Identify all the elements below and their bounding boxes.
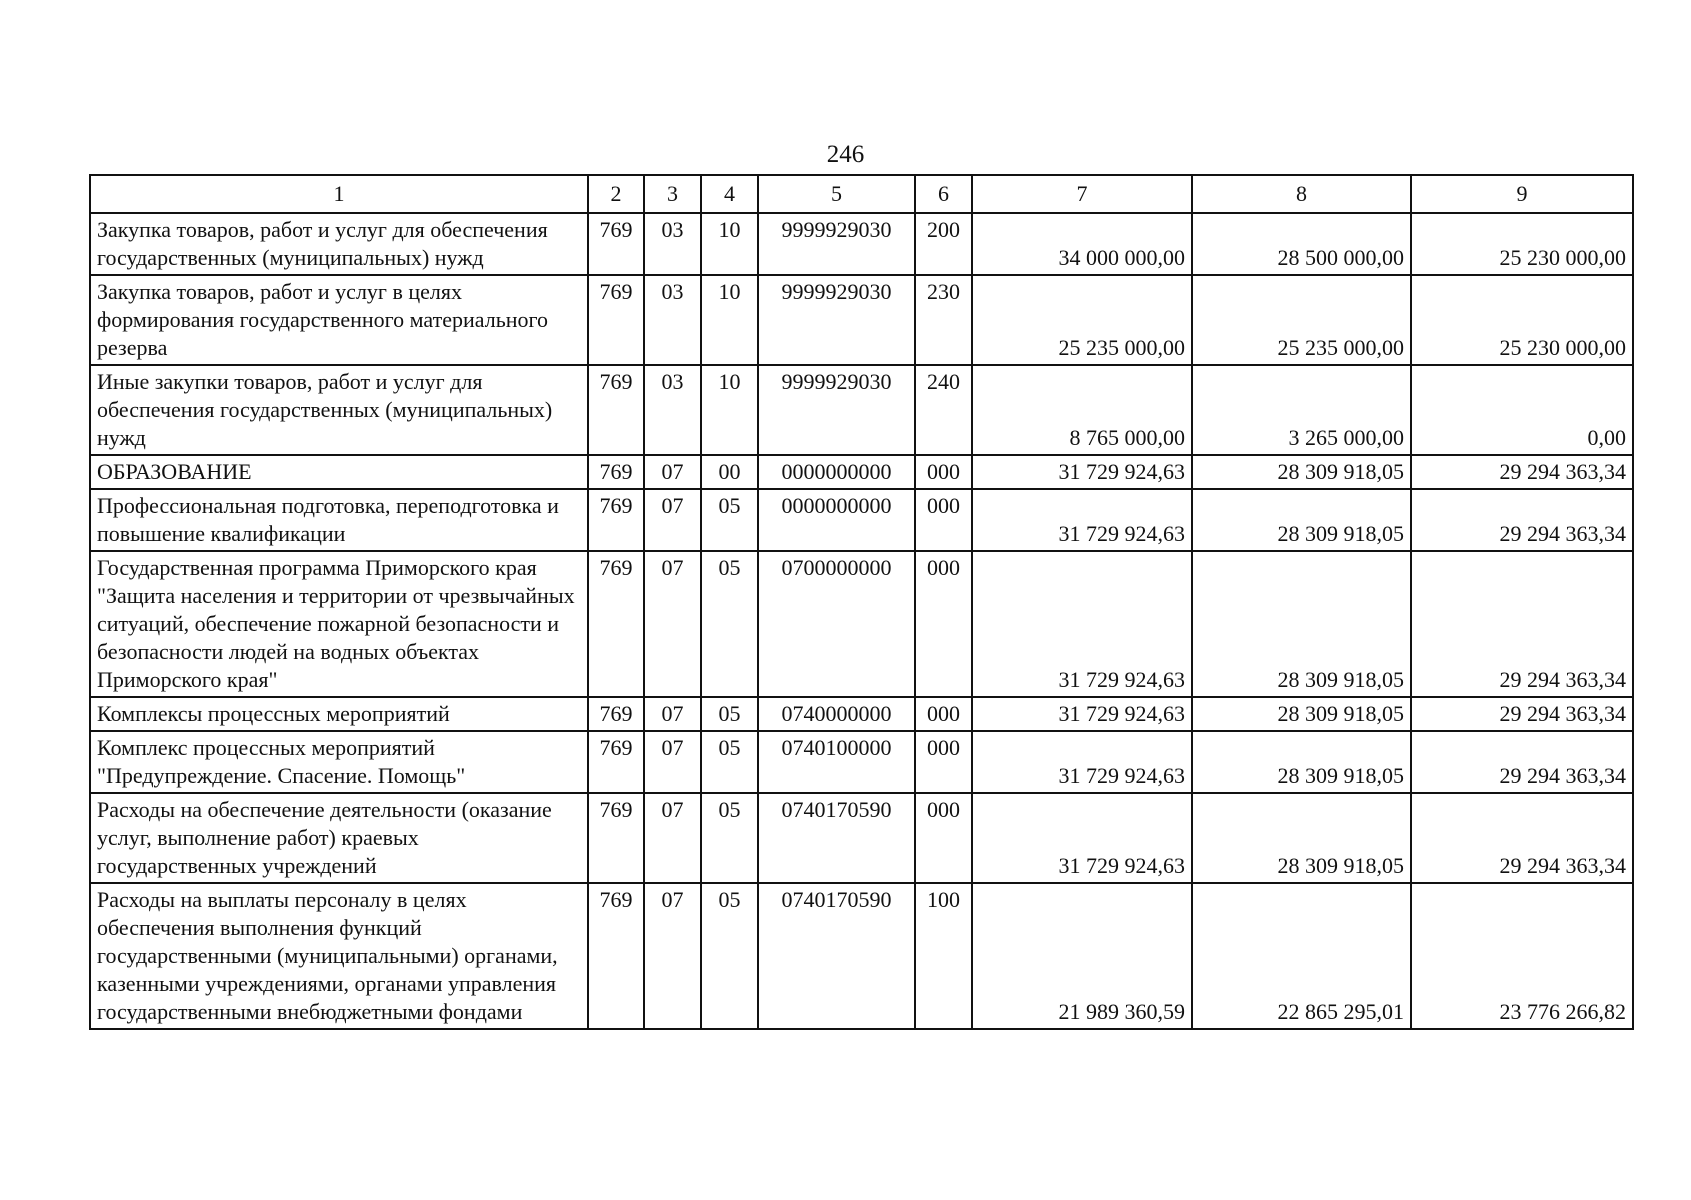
- amount-col7-cell: 31 729 924,63: [972, 455, 1192, 489]
- subsection-code-cell: 05: [701, 551, 758, 697]
- table-row: [90, 731, 1633, 793]
- amount-col7-cell: 31 729 924,63: [972, 697, 1192, 731]
- expense-type-cell: 000: [915, 551, 972, 697]
- amount-col7-cell: 31 729 924,63: [972, 793, 1192, 883]
- expense-type-cell: 240: [915, 365, 972, 455]
- subsection-code-cell: 05: [701, 731, 758, 793]
- table-row: [90, 365, 1633, 455]
- ministry-code-cell: 769: [588, 365, 644, 455]
- table-row: [90, 793, 1633, 883]
- amount-col7-cell: 31 729 924,63: [972, 489, 1192, 551]
- section-code-cell: 03: [644, 275, 701, 365]
- amount-col8-cell: 22 865 295,01: [1192, 883, 1411, 1029]
- amount-col9-cell: 29 294 363,34: [1411, 793, 1633, 883]
- column-header: 7: [972, 175, 1192, 213]
- section-code-cell: 07: [644, 793, 701, 883]
- table-row: [90, 551, 1633, 697]
- amount-col7-cell: 31 729 924,63: [972, 731, 1192, 793]
- expense-type-cell: 000: [915, 697, 972, 731]
- expense-type-cell: 200: [915, 213, 972, 275]
- row-name-cell: Расходы на выплаты персоналу в целях обеспечения выполнения функций государственными (муниципальными) органами, казенными учреждениями, органами управления государственными внебюджетными фондами: [90, 883, 588, 1029]
- target-article-cell: 9999929030: [758, 213, 915, 275]
- column-header: 8: [1192, 175, 1411, 213]
- amount-col8-cell: 25 235 000,00: [1192, 275, 1411, 365]
- amount-col8-cell: 28 500 000,00: [1192, 213, 1411, 275]
- ministry-code-cell: 769: [588, 731, 644, 793]
- amount-col8-cell: 28 309 918,05: [1192, 455, 1411, 489]
- subsection-code-cell: 05: [701, 883, 758, 1029]
- subsection-code-cell: 05: [701, 697, 758, 731]
- page-number: 246: [826, 141, 865, 168]
- target-article-cell: 0740000000: [758, 697, 915, 731]
- section-code-cell: 07: [644, 883, 701, 1029]
- amount-col7-cell: 31 729 924,63: [972, 551, 1192, 697]
- target-article-cell: 9999929030: [758, 275, 915, 365]
- section-code-cell: 07: [644, 489, 701, 551]
- budget-table: [89, 174, 1634, 1030]
- expense-type-cell: 000: [915, 455, 972, 489]
- amount-col8-cell: 28 309 918,05: [1192, 793, 1411, 883]
- amount-col7-cell: 25 235 000,00: [972, 275, 1192, 365]
- expense-type-cell: 000: [915, 489, 972, 551]
- column-header: 1: [90, 175, 588, 213]
- row-name-cell: Иные закупки товаров, работ и услуг для обеспечения государственных (муниципальных) нужд: [90, 365, 588, 455]
- ministry-code-cell: 769: [588, 275, 644, 365]
- section-code-cell: 03: [644, 365, 701, 455]
- expense-type-cell: 230: [915, 275, 972, 365]
- target-article-cell: 0740170590: [758, 883, 915, 1029]
- section-code-cell: 07: [644, 697, 701, 731]
- section-code-cell: 07: [644, 551, 701, 697]
- row-name-cell: Закупка товаров, работ и услуг для обеспечения государственных (муниципальных) нужд: [90, 213, 588, 275]
- row-name-cell: ОБРАЗОВАНИЕ: [90, 455, 588, 489]
- target-article-cell: 9999929030: [758, 365, 915, 455]
- row-name-cell: Профессиональная подготовка, переподготовка и повышение квалификации: [90, 489, 588, 551]
- expense-type-cell: 000: [915, 793, 972, 883]
- section-code-cell: 03: [644, 213, 701, 275]
- table-row: [90, 883, 1633, 1029]
- column-header: 5: [758, 175, 915, 213]
- subsection-code-cell: 10: [701, 213, 758, 275]
- target-article-cell: 0740170590: [758, 793, 915, 883]
- table-row: [90, 455, 1633, 489]
- row-name-cell: Комплексы процессных мероприятий: [90, 697, 588, 731]
- expense-type-cell: 000: [915, 731, 972, 793]
- column-header: 6: [915, 175, 972, 213]
- column-header: 2: [588, 175, 644, 213]
- row-name-cell: Государственная программа Приморского края "Защита населения и территории от чрезвычайных ситуаций, обеспечение пожарной безопасности и безопасности людей на водных объектах Приморского края": [90, 551, 588, 697]
- amount-col9-cell: 29 294 363,34: [1411, 697, 1633, 731]
- target-article-cell: 0740100000: [758, 731, 915, 793]
- table-row: [90, 213, 1633, 275]
- expense-type-cell: 100: [915, 883, 972, 1029]
- amount-col7-cell: 21 989 360,59: [972, 883, 1192, 1029]
- amount-col7-cell: 8 765 000,00: [972, 365, 1192, 455]
- target-article-cell: 0000000000: [758, 455, 915, 489]
- amount-col7-cell: 34 000 000,00: [972, 213, 1192, 275]
- table-row: [90, 489, 1633, 551]
- amount-col8-cell: 28 309 918,05: [1192, 731, 1411, 793]
- subsection-code-cell: 05: [701, 489, 758, 551]
- amount-col9-cell: 29 294 363,34: [1411, 551, 1633, 697]
- ministry-code-cell: 769: [588, 551, 644, 697]
- amount-col9-cell: 29 294 363,34: [1411, 731, 1633, 793]
- header-row: [90, 175, 1633, 213]
- ministry-code-cell: 769: [588, 883, 644, 1029]
- amount-col9-cell: 23 776 266,82: [1411, 883, 1633, 1029]
- section-code-cell: 07: [644, 455, 701, 489]
- column-header: 9: [1411, 175, 1633, 213]
- ministry-code-cell: 769: [588, 489, 644, 551]
- subsection-code-cell: 10: [701, 275, 758, 365]
- ministry-code-cell: 769: [588, 793, 644, 883]
- amount-col9-cell: 29 294 363,34: [1411, 455, 1633, 489]
- target-article-cell: 0000000000: [758, 489, 915, 551]
- row-name-cell: Комплекс процессных мероприятий "Предупреждение. Спасение. Помощь": [90, 731, 588, 793]
- section-code-cell: 07: [644, 731, 701, 793]
- row-name-cell: Закупка товаров, работ и услуг в целях формирования государственного материального резерва: [90, 275, 588, 365]
- column-header: 3: [644, 175, 701, 213]
- ministry-code-cell: 769: [588, 455, 644, 489]
- target-article-cell: 0700000000: [758, 551, 915, 697]
- ministry-code-cell: 769: [588, 213, 644, 275]
- table-row: [90, 697, 1633, 731]
- amount-col9-cell: 0,00: [1411, 365, 1633, 455]
- subsection-code-cell: 10: [701, 365, 758, 455]
- row-name-cell: Расходы на обеспечение деятельности (оказание услуг, выполнение работ) краевых государственных учреждений: [90, 793, 588, 883]
- table-row: [90, 275, 1633, 365]
- subsection-code-cell: 00: [701, 455, 758, 489]
- subsection-code-cell: 05: [701, 793, 758, 883]
- amount-col8-cell: 28 309 918,05: [1192, 551, 1411, 697]
- amount-col8-cell: 3 265 000,00: [1192, 365, 1411, 455]
- column-header: 4: [701, 175, 758, 213]
- amount-col9-cell: 29 294 363,34: [1411, 489, 1633, 551]
- amount-col9-cell: 25 230 000,00: [1411, 213, 1633, 275]
- amount-col8-cell: 28 309 918,05: [1192, 489, 1411, 551]
- amount-col9-cell: 25 230 000,00: [1411, 275, 1633, 365]
- ministry-code-cell: 769: [588, 697, 644, 731]
- amount-col8-cell: 28 309 918,05: [1192, 697, 1411, 731]
